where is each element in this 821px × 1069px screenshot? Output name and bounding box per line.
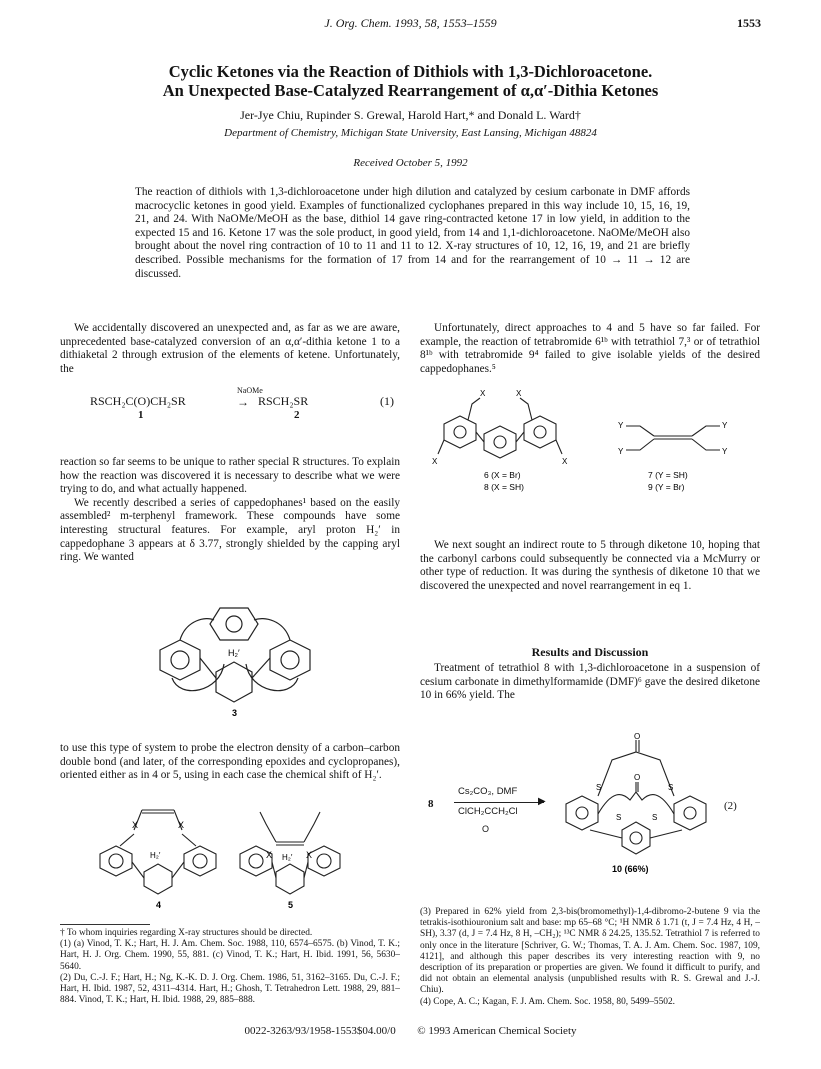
fig6-x-3: X bbox=[432, 457, 438, 466]
fig6-x-2: X bbox=[516, 389, 522, 398]
left-ring bbox=[160, 640, 200, 680]
authors: Jer-Jye Chiu, Rupinder S. Grewal, Harold Hart,* and Donald L. Ward† bbox=[240, 108, 581, 122]
left-paragraph-2 bbox=[60, 456, 400, 565]
structure-3-figure bbox=[150, 600, 320, 718]
cap-ring bbox=[210, 608, 258, 640]
left-paragraph-3 bbox=[60, 742, 400, 783]
eq1-product: RSCH₂SR bbox=[258, 394, 309, 408]
fig7-y-3: Y bbox=[722, 421, 728, 430]
footnote-rule-left bbox=[60, 924, 150, 925]
eq2-reagent-o: O bbox=[482, 824, 490, 834]
left-paragraph-1 bbox=[60, 322, 400, 376]
fig5-x-right: X bbox=[306, 850, 313, 860]
footer-code: 0022-3263/93/1958-1553$04.00/0 bbox=[244, 1025, 396, 1037]
footnote-3: (3) Prepared in 62% yield from 2,3-bis(bromomethyl)-1,4-dibromo-2-butene 9 via the tetrakis-isothiouronium salt and base: mp 65–68 °C; ¹H NMR δ 1.71 (t, J = 7.4 Hz, 4 H, –SH), 3.37 (d, J = 7.4 Hz, 8 H, –CH₂); ¹³C NMR δ 24.25, 135.52. Tetrathiol 7 is referred to only once in the literature [Schriver, G. W.; Thomas, T. A. J. Am. Chem. Soc. 1987, 109, 4121], and although this paper describes its very interesting reaction with 9, no description of its preparation or properties are given. We found it difficult to purify, and did not obtain an elemental analysis (unpublished results with R. S. Grewal and J.-J. Chiu). bbox=[420, 907, 760, 996]
title-line-1: Cyclic Ketones via the Reaction of Dithiols with 1,3-Dichloroacetone. bbox=[168, 62, 653, 81]
structures-6-9-figure bbox=[430, 380, 750, 498]
footnote-1: (1) (a) Vinod, T. K.; Hart, H. J. Am. Chem. Soc. 1988, 110, 6574–6575. (b) Vinod, T. K.; Hart, H. J. Org. Chem. 1990, 55, 881. (c) Vinod, T. K.; Hart, H. Ibid. 1991, 56, 5630–5640. bbox=[60, 939, 400, 972]
equation-2 bbox=[420, 730, 760, 880]
footnotes-right bbox=[420, 907, 760, 1008]
fig7-y-1: Y bbox=[618, 421, 624, 430]
fig7-y-4: Y bbox=[722, 447, 728, 456]
page-footer bbox=[0, 1025, 821, 1037]
section-heading: Results and Discussion bbox=[531, 645, 649, 659]
paragraph-reaction: reaction so far seems to be unique to rather special R structures. To explain how the reaction was discovered it is necessary to describe what we were trying to do, and what actually happened. bbox=[60, 456, 400, 496]
fig10-s-4: S bbox=[652, 813, 658, 822]
footnotes-left bbox=[60, 928, 400, 1006]
eq2-reagent-1: Cs₂CO₃, DMF bbox=[458, 786, 518, 797]
footnote-dagger: † To whom inquiries regarding X-ray structures should be directed. bbox=[60, 928, 313, 938]
fig5-number: 5 bbox=[288, 900, 294, 910]
fig4-x-right: X bbox=[178, 820, 185, 830]
eq1-label: (1) bbox=[380, 394, 394, 408]
title-line-2: An Unexpected Base-Catalyzed Rearrangement of α,α′-Dithia Ketones bbox=[162, 81, 659, 100]
fig5-h-label: H₂′ bbox=[282, 853, 293, 862]
paragraph-direct-approaches: Unfortunately, direct approaches to 4 and 5 have so far failed. For example, the reaction of tetrabromide 6¹ᵇ with tetrathiol 7,³ or of tetrathiol 8¹ᵇ with tetrabromide 9⁴ failed to give isolable yields of the desired cappedophanes.⁵ bbox=[420, 322, 760, 375]
paragraph-indirect-route: We next sought an indirect route to 5 through diketone 10, hoping that the carbonyl carbons could subsequently be connected via a McMurry or other type of reduction. It was during the synthesis of diketone 10 that we discovered the unexpected and novel rearrangement in eq 1. bbox=[420, 539, 760, 592]
eq2-label: (2) bbox=[724, 800, 737, 812]
fig4-number: 4 bbox=[156, 900, 162, 910]
footer-copyright: © 1993 American Chemical Society bbox=[417, 1025, 577, 1037]
paper-title bbox=[80, 62, 741, 100]
abstract: The reaction of dithiols with 1,3-dichloroacetone under high dilution and catalyzed by cesium carbonate in DMF affords macrocyclic ketones in good yield. Examples of functionalized cyclophanes prepared in this way include 10, 15, 16, 19, 21, and 24. With NaOMe/MeOH as the base, dithiol 14 gave ring-contracted ketone 17 in low yield, in addition to the expected 15 and 16. Ketone 17 was the sole product, in good yield, from 14 and 1,1-dichloroacetone. NaOMe/MeOH also brought about the novel ring contraction of 10 to 11 and 11 to 12. X-ray structures of 10, 12, 16, 19, and 21 are briefly described. Possible mechanisms for the formation of 17 from 14 and for the rearrangement of 10 → 11 → 12 are discussed. bbox=[135, 186, 690, 280]
fig4-x-left: X bbox=[132, 820, 139, 830]
paragraph-probe: to use this type of system to probe the electron density of a carbon–carbon double bond (and later, of the corresponding epoxides and cyclopropanes), oriented either as in 4 or 5, using in each case the chemical shift of H₂′. bbox=[60, 742, 400, 782]
fig6-caption: 6 (X = Br) bbox=[484, 470, 521, 480]
eq1-reactant: RSCH₂C(O)CH₂SR bbox=[90, 394, 186, 408]
affiliation: Department of Chemistry, Michigan State University, East Lansing, Michigan 48824 bbox=[224, 127, 597, 139]
fig3-number: 3 bbox=[232, 708, 238, 718]
received-date: Received October 5, 1992 bbox=[353, 157, 468, 169]
right-paragraph-2 bbox=[420, 539, 760, 593]
eq1-reagent: NaOMe bbox=[237, 386, 263, 395]
paragraph-treatment: Treatment of tetrathiol 8 with 1,3-dichloroacetone in a suspension of cesium carbonate in dimethylformamide (DMF)⁶ gave the desired diketone 10 in 66% yield. The bbox=[420, 662, 760, 702]
fig8-caption: 8 (X = SH) bbox=[484, 482, 524, 492]
eq2-reagent-2: ClCH₂CCH₂Cl bbox=[458, 806, 518, 817]
fig6-x-4: X bbox=[562, 457, 568, 466]
structures-4-5-figure bbox=[90, 798, 390, 910]
right-ring bbox=[270, 640, 310, 680]
intro-paragraph: We accidentally discovered an unexpected and, as far as we are aware, unprecedented base-catalyzed conversion of an α,α′-dithia ketone 1 to a dithiaketal 2 through extrusion of the elements of ketene. Unfortunately, the bbox=[60, 322, 400, 375]
fig10-o-top: O bbox=[634, 732, 641, 741]
fig3-h-label: H₂′ bbox=[228, 648, 240, 658]
fig9-caption: 9 (Y = Br) bbox=[648, 482, 685, 492]
journal-header: J. Org. Chem. 1993, 58, 1553–1559 bbox=[324, 16, 497, 30]
fig10-s-1: S bbox=[596, 783, 602, 792]
eq1-num-1: 1 bbox=[138, 409, 144, 421]
fig7-caption: 7 (Y = SH) bbox=[648, 470, 688, 480]
footnote-2: (2) Du, C.-J. F.; Hart, H.; Ng, K.-K. D. J. Org. Chem. 1986, 51, 3162–3165. Du, C.-J. F.; Hart, H. Ibid. 1987, 52, 4311–4314. Hart, H.; Ghosh, T. Tetrahedron Lett. 1988, 29, 881–884. Vinod, T. K.; Hart, H. Ibid. 1988, 29, 885–888. bbox=[60, 972, 400, 1006]
eq2-arrowhead: ▶ bbox=[538, 796, 546, 807]
page-number: 1553 bbox=[737, 16, 761, 30]
fig10-o-mid: O bbox=[634, 773, 641, 782]
eq2-arrow bbox=[454, 802, 544, 803]
eq1-num-2: 2 bbox=[294, 409, 300, 421]
fig4-h-label: H₂′ bbox=[150, 851, 161, 860]
right-paragraph-3 bbox=[420, 662, 760, 703]
fig6-x-1: X bbox=[480, 389, 486, 398]
fig10-s-3: S bbox=[616, 813, 622, 822]
fig5-x-left: X bbox=[266, 850, 273, 860]
structure-10-figure bbox=[552, 730, 722, 880]
eq2-start: 8 bbox=[428, 798, 434, 810]
eq1-arrow: → bbox=[237, 395, 249, 409]
fig7-y-2: Y bbox=[618, 447, 624, 456]
footnote-4: (4) Cope, A. C.; Kagan, F. J. Am. Chem. Soc. 1958, 80, 5499–5502. bbox=[420, 996, 675, 1007]
eq2-product: 10 (66%) bbox=[612, 864, 649, 874]
equation-1 bbox=[90, 386, 400, 426]
fig10-s-2: S bbox=[668, 783, 674, 792]
paragraph-cappedophanes: We recently described a series of cappedophanes¹ based on the easily assembled² m-terphenyl framework. These compounds have some interesting structural features. For example, aryl proton H₂′ in cappedophane 3 appears at δ 3.77, strongly shielded by the capping aryl ring. We wanted bbox=[60, 496, 400, 564]
right-paragraph-1 bbox=[420, 322, 760, 376]
